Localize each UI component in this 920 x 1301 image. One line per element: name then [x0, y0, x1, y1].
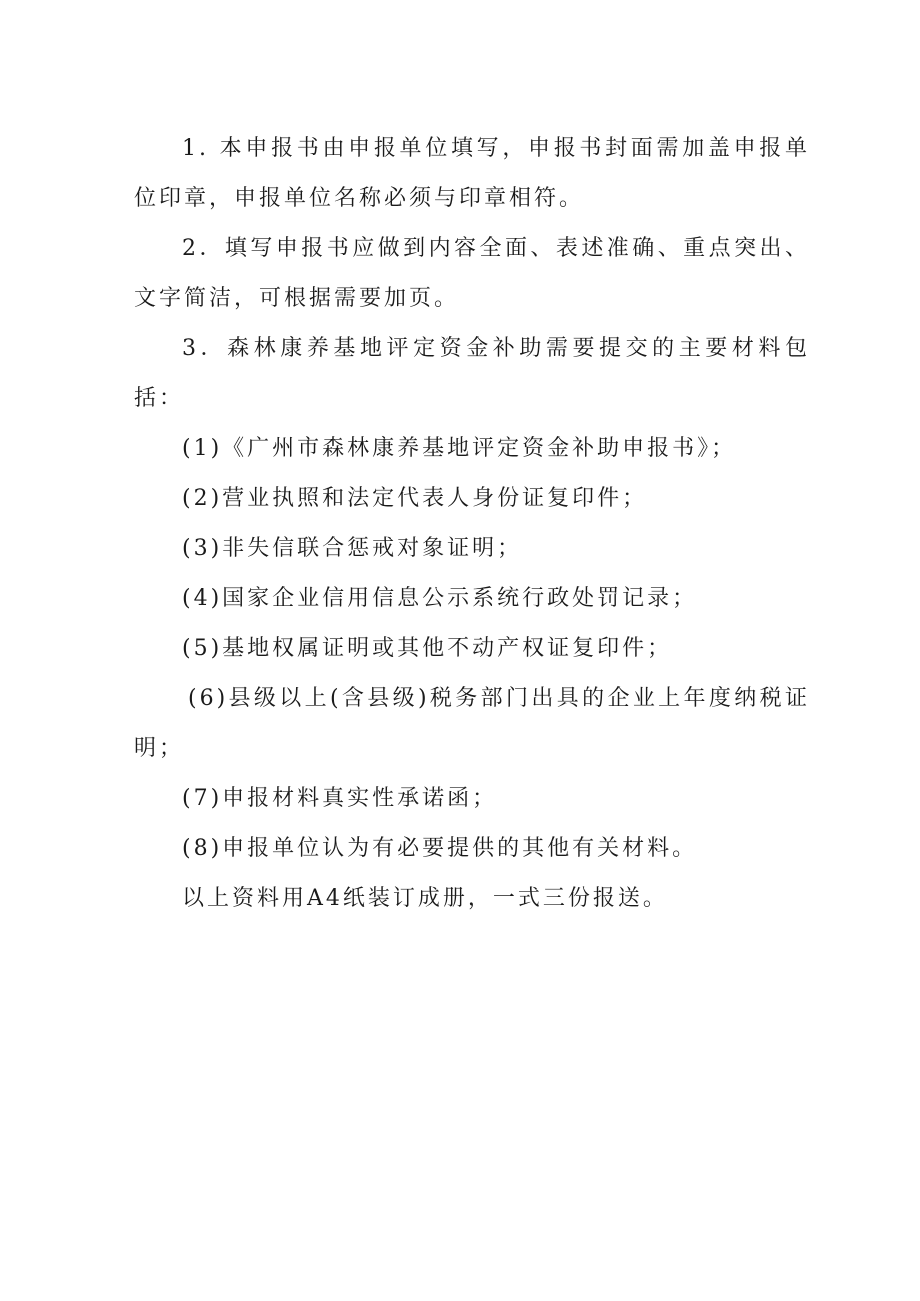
paragraph-instruction-1: 1. 本申报书由申报单位填写，申报书封面需加盖申报单位印章，申报单位名称必须与印章相符。 [134, 136, 810, 211]
document-body [134, 124, 810, 924]
list-item-material-7: (7)申报材料真实性承诺函； [182, 786, 498, 811]
list-item-material-1: (1)《广州市森林康养基地评定资金补助申报书》； [182, 436, 737, 461]
list-item-material-2: (2)营业执照和法定代表人身份证复印件； [182, 486, 648, 511]
paragraph-instruction-3: 3．森林康养基地评定资金补助需要提交的主要材料包括： [134, 336, 810, 411]
list-item-material-6: (6)县级以上(含县级)税务部门出具的企业上年度纳税证明； [134, 686, 810, 761]
list-item-material-3: (3)非失信联合惩戒对象证明； [182, 536, 523, 561]
list-item-material-4: (4)国家企业信用信息公示系统行政处罚记录； [182, 586, 698, 611]
list-item-material-8: (8)申报单位认为有必要提供的其他有关材料。 [182, 836, 698, 861]
paragraph-submission-note: 以上资料用A4纸装订成册，一式三份报送。 [182, 886, 668, 911]
list-item-material-5: (5)基地权属证明或其他不动产权证复印件； [182, 636, 673, 661]
paragraph-instruction-2: 2．填写申报书应做到内容全面、表述准确、重点突出、文字简洁，可根据需要加页。 [134, 236, 810, 311]
